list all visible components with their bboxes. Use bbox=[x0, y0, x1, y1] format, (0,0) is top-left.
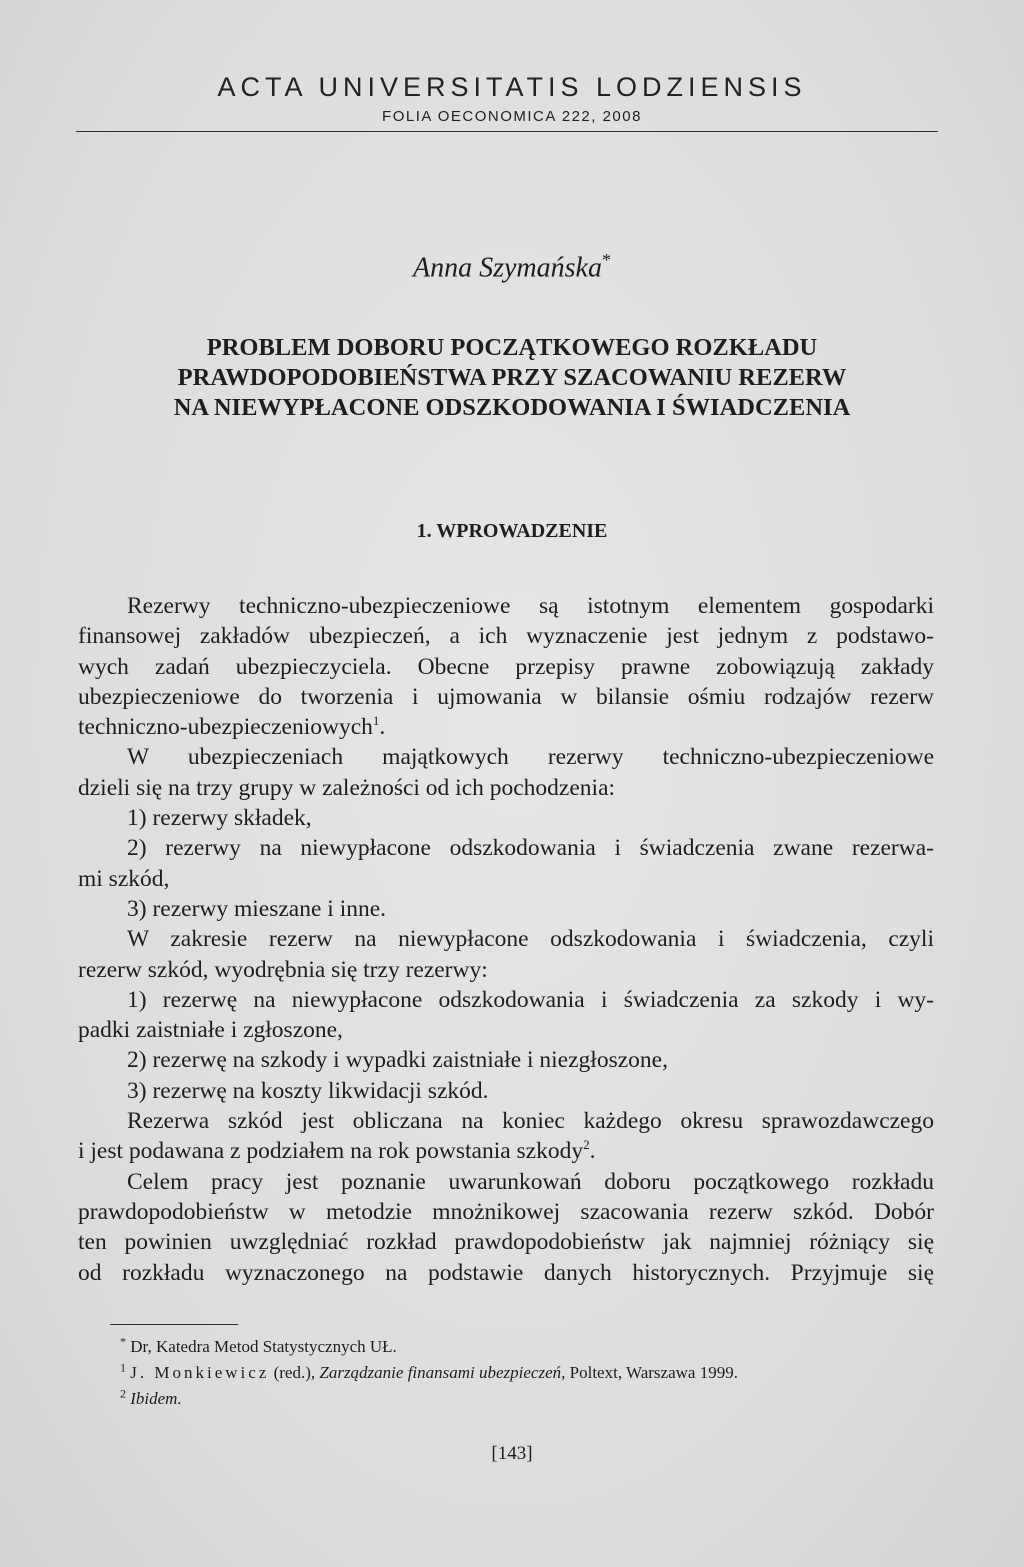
body-line: W zakresie rezerw na niewypłacone odszkodowania i świadczenia, czyli bbox=[127, 926, 934, 953]
footnote-text: Ibidem. bbox=[130, 1389, 182, 1408]
author-footnote-mark: * bbox=[601, 250, 611, 270]
journal-name: ACTA UNIVERSITATIS LODZIENSIS bbox=[217, 72, 807, 102]
body-text: i jest podawana z podziałem na rok powstania szkody bbox=[78, 1138, 584, 1165]
list-item: 3) rezerwy mieszane i inne. bbox=[127, 895, 387, 922]
body-line: prawdopodobieństw w metodzie mnożnikowej szacowania rezerw szkód. Dobór bbox=[78, 1198, 934, 1225]
author-name: Anna Szymańska bbox=[413, 252, 602, 284]
body-line: Rezerwa szkód jest obliczana na koniec każdego okresu sprawozdawczego bbox=[127, 1108, 934, 1135]
title-line: NA NIEWYPŁACONE ODSZKODOWANIA I ŚWIADCZENIA bbox=[173, 394, 851, 421]
footnote-cited-author: J. Monkiewicz bbox=[130, 1363, 270, 1382]
section-heading: 1. WPROWADZENIE bbox=[416, 520, 608, 542]
body-line: finansowej zakładów ubezpieczeń, a ich wyznaczenie jest jednym z podstawo- bbox=[78, 623, 934, 650]
article-body bbox=[78, 591, 934, 1288]
footnote-mark: * bbox=[120, 1334, 126, 1349]
body-line: rezerw szkód, wyodrębnia się trzy rezerwy: bbox=[78, 956, 488, 983]
footnote-author bbox=[120, 1334, 940, 1360]
list-item-continuation: padki zaistniałe i zgłoszone, bbox=[78, 1017, 343, 1044]
article-title bbox=[90, 333, 934, 423]
body-line bbox=[78, 1136, 934, 1166]
body-line: dzieli się na trzy grupy w zależności od ich pochodzenia: bbox=[78, 774, 616, 801]
list-item: 2) rezerwę na szkody i wypadki zaistniałe i niezgłoszone, bbox=[127, 1047, 668, 1074]
journal-volume: FOLIA OECONOMICA 222, 2008 bbox=[382, 108, 642, 125]
article-author bbox=[0, 250, 1024, 284]
footnote-ref: 1 bbox=[372, 713, 380, 729]
list-item-continuation: mi szkód, bbox=[78, 865, 170, 892]
list-item: 1) rezerwy składek, bbox=[127, 805, 312, 832]
footnote-text: (red.), bbox=[273, 1363, 316, 1382]
body-text: . bbox=[379, 714, 386, 741]
footnotes bbox=[120, 1334, 940, 1412]
list-item: 2) rezerwy na niewypłacone odszkodowania i świadczenia zwane rezerwa- bbox=[127, 835, 934, 862]
footnote-mark: 2 bbox=[120, 1386, 126, 1401]
list-item: 3) rezerwę na koszty likwidacji szkód. bbox=[127, 1077, 489, 1104]
footnote-text: Dr, Katedra Metod Statystycznych UŁ. bbox=[130, 1337, 397, 1356]
footnote-rule bbox=[110, 1324, 238, 1325]
body-line: wych zadań ubezpieczyciela. Obecne przepisy prawne zobowiązują zakłady bbox=[78, 653, 934, 680]
title-line: PROBLEM DOBORU POCZĄTKOWEGO ROZKŁADU bbox=[206, 334, 818, 361]
footnote-ref: 2 bbox=[583, 1137, 590, 1153]
footnote-text: Poltext, Warszawa 1999. bbox=[569, 1363, 738, 1382]
body-line: ten powinien uwzględniać rozkład prawdopodobieństw jak najmniej różniący się bbox=[78, 1229, 934, 1256]
body-line: Celem pracy jest poznanie uwarunkowań doboru początkowego rozkładu bbox=[127, 1168, 934, 1195]
footnote-cited-title: Zarządzanie finansami ubezpieczeń, bbox=[319, 1363, 566, 1382]
body-line bbox=[78, 712, 934, 742]
body-line: W ubezpieczeniach majątkowych rezerwy techniczno-ubezpieczeniowe bbox=[127, 744, 934, 771]
body-text: . bbox=[589, 1138, 596, 1165]
body-line: ubezpieczeniowe do tworzenia i ujmowania w bilansie ośmiu rodzajów rezerw bbox=[78, 683, 934, 710]
header-rule bbox=[76, 131, 938, 132]
list-item: 1) rezerwę na niewypłacone odszkodowania i świadczenia za szkody i wy- bbox=[127, 986, 934, 1013]
body-line: Rezerwy techniczno-ubezpieczeniowe są istotnym elementem gospodarki bbox=[127, 593, 934, 619]
body-text: techniczno-ubezpieczeniowych bbox=[78, 714, 373, 741]
footnote-mark: 1 bbox=[120, 1360, 126, 1375]
footnote-1 bbox=[120, 1360, 940, 1386]
page-number: [143] bbox=[491, 1443, 533, 1464]
body-line: od rozkładu wyznaczonego na podstawie danych historycznych. Przyjmuje się bbox=[78, 1259, 934, 1286]
footnote-2 bbox=[120, 1386, 940, 1412]
title-line: PRAWDOPODOBIEŃSTWA PRZY SZACOWANIU REZERW bbox=[177, 364, 847, 391]
